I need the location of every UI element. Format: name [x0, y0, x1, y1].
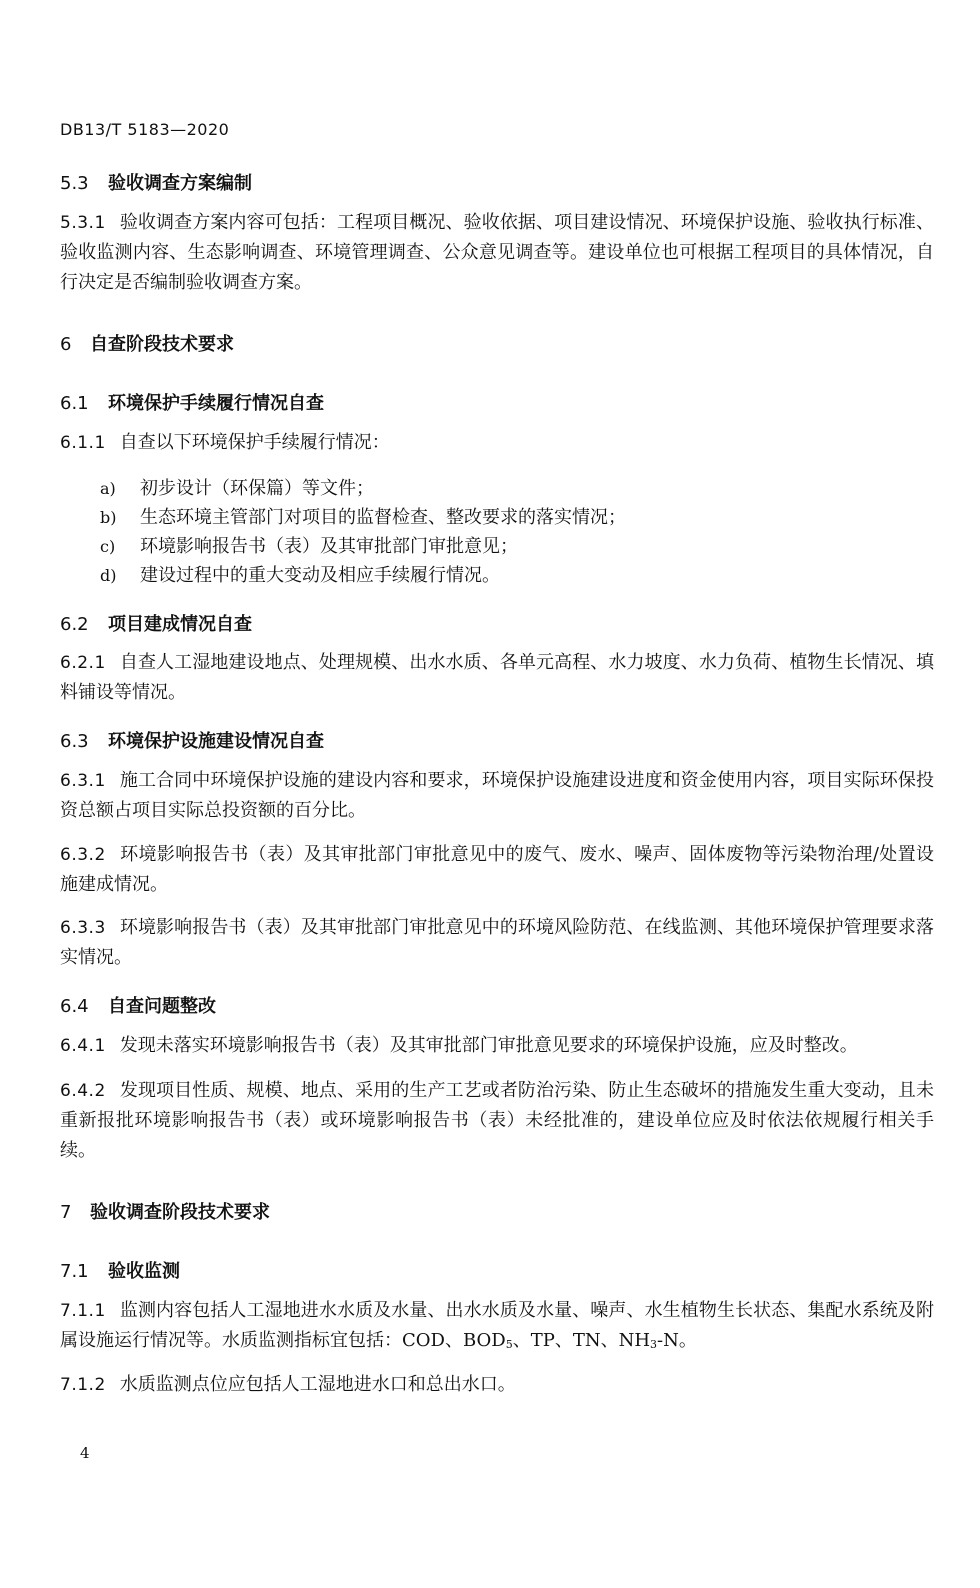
section-6-1-heading [60, 389, 324, 415]
clause-number: 6.2.1 [60, 653, 106, 673]
clause-text: 环境影响报告书（表）及其审批部门审批意见中的废气、废水、噪声、固体废物等污染物治理/处置设施建成情况。 [60, 844, 934, 895]
clause-6-3-2 [60, 840, 934, 900]
clause-text: 验收调查方案内容可包括：工程项目概况、验收依据、项目建设情况、环境保护设施、验收执行标准、验收监测内容、生态影响调查、环境管理调查、公众意见调查等。建设单位也可根据工程项目的具体情况，自行决定是否编制验收调查方案。 [60, 212, 934, 293]
indicator-list: COD、$BOD_5$、TP、TN、$NH_3-N$。 [402, 1330, 697, 1351]
clause-6-4-1 [60, 1031, 934, 1061]
clause-number: 6.3.2 [60, 845, 106, 865]
clause-number: 6.1.1 [60, 433, 106, 453]
section-title: 自查阶段技术要求 [90, 334, 234, 355]
clause-6-2-1 [60, 648, 934, 708]
list-text: 环境影响报告书（表）及其审批部门审批意见； [140, 536, 518, 557]
clause-text: 水质监测点位应包括人工湿地进水口和总出水口。 [119, 1374, 516, 1395]
standard-code: DB13/T 5183—2020 [60, 120, 230, 139]
clause-text: 发现项目性质、规模、地点、采用的生产工艺或者防治污染、防止生态破坏的措施发生重大变动，且未重新报批环境影响报告书（表）或环境影响报告书（表）未经批准的，建设单位应及时依法依规履行相关手续。 [60, 1080, 934, 1161]
clause-text: 环境影响报告书（表）及其审批部门审批意见中的环境风险防范、在线监测、其他环境保护管理要求落实情况。 [60, 917, 934, 968]
list-text: 建设过程中的重大变动及相应手续履行情况。 [140, 565, 500, 586]
section-number: 6.1 [60, 393, 89, 414]
clause-number: 5.3.1 [60, 213, 106, 233]
section-title: 自查问题整改 [108, 996, 216, 1017]
clause-number: 6.3.3 [60, 918, 106, 938]
clause-6-3-1 [60, 766, 934, 826]
section-number: 6.3 [60, 731, 89, 752]
section-6-3-heading [60, 727, 324, 753]
clause-number: 6.4.1 [60, 1036, 106, 1056]
section-6-4-heading [60, 992, 216, 1018]
list-item [100, 561, 500, 591]
section-title: 环境保护手续履行情况自查 [108, 393, 324, 414]
clause-text: 发现未落实环境影响报告书（表）及其审批部门审批意见要求的环境保护设施，应及时整改。 [119, 1035, 858, 1056]
clause-5-3-1 [60, 208, 934, 298]
section-title: 验收监测 [108, 1261, 180, 1282]
list-item [100, 532, 518, 562]
list-item [100, 503, 626, 533]
section-number: 7 [60, 1202, 72, 1223]
clause-6-3-3 [60, 913, 934, 973]
clause-text: 自查人工湿地建设地点、处理规模、出水水质、各单元高程、水力坡度、水力负荷、植物生长情况、填料铺设等情况。 [60, 652, 934, 703]
clause-6-4-2 [60, 1076, 934, 1166]
section-number: 6.4 [60, 996, 89, 1017]
clause-number: 6.4.2 [60, 1081, 106, 1101]
section-7-heading [60, 1198, 270, 1224]
list-marker: d) [100, 566, 117, 585]
section-6-2-heading [60, 610, 252, 636]
list-item [100, 474, 374, 504]
clause-number: 7.1.2 [60, 1375, 106, 1395]
clause-number: 7.1.1 [60, 1301, 106, 1321]
section-7-1-heading [60, 1257, 180, 1283]
list-text: 生态环境主管部门对项目的监督检查、整改要求的落实情况； [140, 507, 626, 528]
clause-text: 施工合同中环境保护设施的建设内容和要求，环境保护设施建设进度和资金使用内容，项目实际环保投资总额占项目实际总投资额的百分比。 [60, 770, 934, 821]
section-title: 验收调查阶段技术要求 [90, 1202, 270, 1223]
list-marker: b) [100, 508, 117, 527]
clause-text: 监测内容包括人工湿地进水水质及水量、出水水质及水量、噪声、水生植物生长状态、集配水系统及附属设施运行情况等。水质监测指标宜包括： [60, 1300, 934, 1351]
section-6-heading [60, 330, 234, 356]
clause-number: 6.3.1 [60, 771, 106, 791]
section-title: 验收调查方案编制 [108, 173, 252, 194]
clause-text: 自查以下环境保护手续履行情况： [119, 432, 390, 453]
clause-7-1-2 [60, 1370, 934, 1400]
page-number: 4 [80, 1444, 90, 1462]
clause-7-1-1 [60, 1296, 934, 1356]
list-text: 初步设计（环保篇）等文件； [140, 478, 374, 499]
section-number: 6.2 [60, 614, 89, 635]
section-title: 环境保护设施建设情况自查 [108, 731, 324, 752]
section-number: 7.1 [60, 1261, 89, 1282]
section-title: 项目建成情况自查 [108, 614, 252, 635]
list-marker: a) [100, 479, 116, 498]
section-5-3-heading [60, 169, 252, 195]
section-number: 5.3 [60, 173, 89, 194]
section-number: 6 [60, 334, 72, 355]
clause-6-1-1 [60, 428, 934, 458]
list-marker: c) [100, 537, 116, 556]
